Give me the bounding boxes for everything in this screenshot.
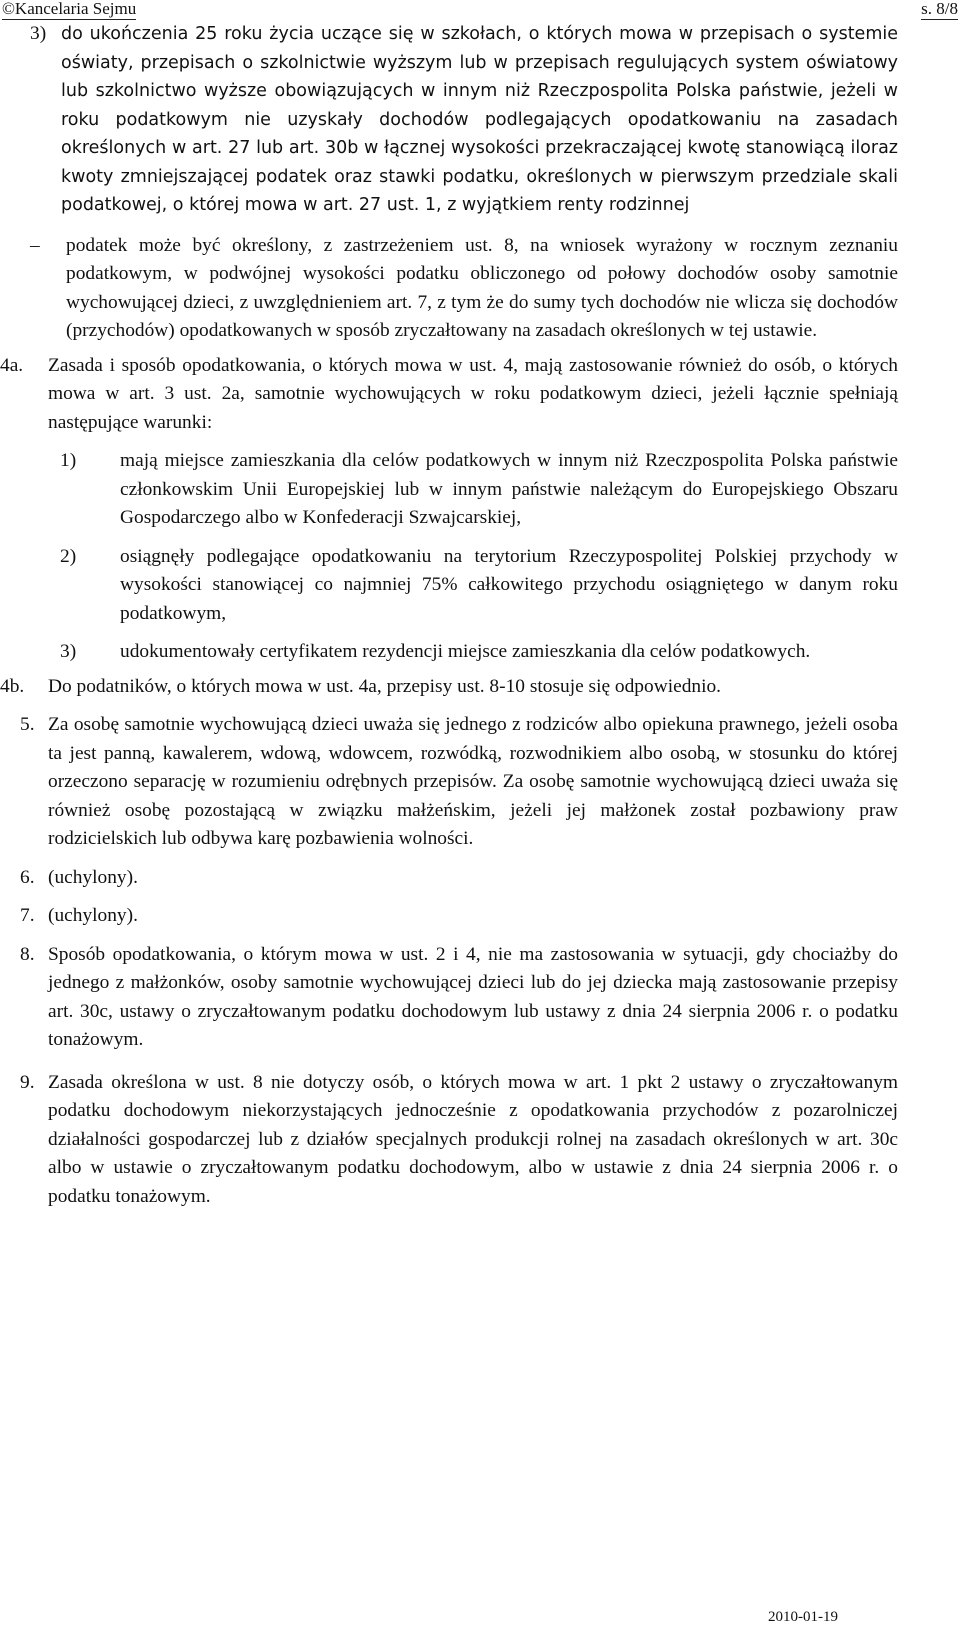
list-item-number: 2) (60, 545, 77, 567)
document-body (0, 20, 898, 1211)
paragraph-6 (20, 864, 898, 893)
paragraph-number: 7. (20, 905, 35, 926)
list-item-number: 1) (60, 450, 77, 471)
list-item (30, 543, 898, 629)
list-item (30, 638, 898, 667)
paragraph-7 (20, 902, 898, 931)
paragraph-item-3 (30, 20, 898, 220)
paragraph-number: 4b. (0, 675, 25, 697)
paragraph-text: Sposób opodatkowania, o którym mowa w ust. 2 i 4, nie ma zastosowania w sytuacji, gdy chociażby do jednego z małżonków, osoby samotnie wychowującej dzieci lub do jej dziecka mają zastosowanie przepisy art. 30c, ustawy o zryczałtowanym podatku dochodowym lub ustawy z dnia 24 sierpnia 2006 r. o podatku tonażowym. (48, 943, 898, 1050)
paragraph-number: 5. (20, 714, 35, 735)
paragraph-number: 8. (20, 943, 35, 965)
list-item-text: osiągnęły podlegające opodatkowaniu na terytorium Rzeczypospolitej Polskiej przychody w wysokości stanowiącej co najmniej 75% całkowitego przychodu osiągniętego w danym roku podatkowym, (120, 545, 898, 624)
paragraph-number: 9. (20, 1071, 35, 1093)
page-header (0, 0, 960, 20)
paragraph-number: 4a. (0, 354, 24, 376)
paragraph-dash (30, 232, 898, 346)
dash-sign: – (30, 234, 40, 256)
paragraph-text: (uchylony). (48, 905, 138, 926)
dash-text: podatek może być określony, z zastrzeżeniem ust. 8, na wniosek wyrażony w rocznym zeznaniu podatkowym, w podwójnej wysokości podatku obliczonego od połowy dochodów osoby samotnie wychowującej dzieci, z uwzględnieniem art. 7, z tym że do sumy tych dochodów nie wlicza się dochodów (przychodów) opodatkowanych w sposób zryczałtowany na zasadach określonych w tej ustawie. (66, 234, 898, 341)
paragraph-text: Zasada określona w ust. 8 nie dotyczy osób, o których mowa w art. 1 pkt 2 ustawy o zryczałtowanym podatku dochodowym niekorzystających jednocześnie z opodatkowania przychodów z pozarolniczej działalności gospodarczej lub z działów specjalnych produkcji rolnej na zasadach określonych w art. 30c albo w ustawie o zryczałtowanym podatku dochodowym, albo w ustawie z dnia 24 sierpnia 2006 r. o podatku tonażowym. (48, 1071, 898, 1207)
paragraph-4a (0, 352, 898, 438)
paragraph-9 (20, 1069, 898, 1212)
paragraph-text: Zasada i sposób opodatkowania, o których mowa w ust. 4, mają zastosowanie również do osób, o których mowa w art. 3 ust. 2a, samotnie wychowujących w roku podatkowym dzieci, jeżeli łącznie spełniają następujące warunki: (48, 354, 898, 433)
paragraph-4b (0, 673, 898, 702)
paragraph-text: (uchylony). (48, 866, 138, 888)
item-number: 3) (30, 23, 47, 44)
list-item (30, 447, 898, 533)
paragraph-text: Za osobę samotnie wychowującą dzieci uważa się jednego z rodziców albo opiekuna prawnego, jeżeli osoba ta jest panną, kawalerem, wdową, wdowcem, rozwódką, rozwodnikiem albo osobą, w stosunku do której orzeczono separację w rozumieniu odrębnych przepisów. Za osobę samotnie wychowującą dzieci uważa się również osobę pozostającą w związku małżeńskim, jeżeli jej małżonek został pozbawiony praw rodzicielskich lub odbywa karę pozbawienia wolności. (48, 714, 898, 849)
paragraph-number: 6. (20, 866, 35, 888)
list-item-text: mają miejsce zamieszkania dla celów podatkowych w innym niż Rzeczpospolita Polska państwie członkowskim Unii Europejskiej lub w innym państwie należącym do Europejskiego Obszaru Gospodarczego albo w Konfederacji Szwajcarskiej, (120, 450, 898, 528)
header-page-number: s. 8/8 (921, 0, 958, 18)
paragraph-5 (20, 711, 898, 854)
footer-date: 2010-01-19 (768, 1609, 838, 1625)
header-copyright: ©Kancelaria Sejmu (2, 0, 137, 18)
paragraph-text: Do podatników, o których mowa w ust. 4a, przepisy ust. 8-10 stosuje się odpowiednio. (48, 675, 722, 697)
list-item-number: 3) (60, 641, 77, 662)
item-text (61, 20, 898, 220)
item-3-text: do ukończenia 25 roku życia uczące się w szkołach, o których mowa w przepisach o systemie oświaty, przepisach o szkolnictwie wyższym lub w przepisach regulujących system oświatowy lub szkolnictwo wyższe obowiązujących w innym niż Rzeczpospolita Polska państwie, jeżeli w roku podatkowym nie uzyskały dochodów podlegających opodatkowaniu na zasadach określonych w art. 27 lub art. 30b w łącznej wysokości przekraczającej kwotę stanowiącą iloraz kwoty zmniejszającej podatek oraz stawki podatku, określonych w pierwszym przedziale skali podatkowej, o której mowa w art. 27 ust. 1, z wyjątkiem renty rodzinnej (61, 24, 898, 215)
paragraph-8 (20, 941, 898, 1055)
list-item-text: udokumentowały certyfikatem rezydencji miejsce zamieszkania dla celów podatkowych. (120, 641, 811, 662)
